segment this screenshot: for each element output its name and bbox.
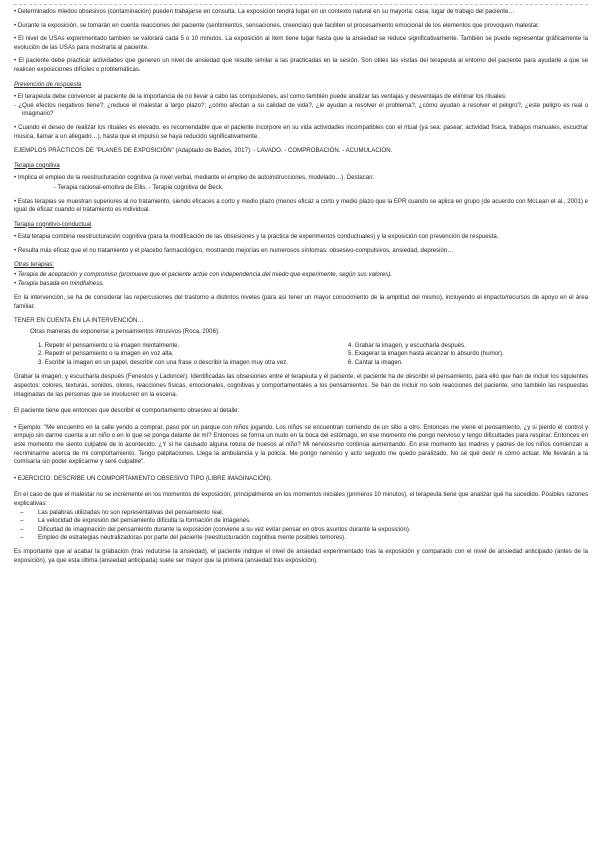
reasons-list: [14, 509, 588, 543]
section-heading-conductual: Terapia cognitivo-conductual: [14, 220, 92, 228]
exposure-methods-list: [14, 342, 588, 368]
list-item: – Empleo de estrategias neutralizadoras por parte del paciente (reestructuración cognitiva mente posibles temores).: [14, 534, 588, 543]
list-item: 2. Repetir el pensamiento o la imagen en voz alta.: [38, 350, 174, 358]
section-heading-cognitiva: Terapia cognitiva: [14, 161, 60, 169]
paragraph: • Estas terapias se muestran superiores al no tratamiento, siendo eficaces a corto y medio plazo (menos eficaz a corto y medio plazo que la EPR cuando se aplica en grupo (de acuerdo con McLean et al., 2001) e igual de eficaz cuando el tratamiento es individual.: [14, 197, 588, 214]
paragraph: • Durante la exposición, se tomarán en cuenta reacciones del paciente (sentimientos, sensaciones, creencias) que faciliten el procesamiento emocional de los elementos que provoquen malestar.: [14, 21, 540, 29]
list-item: 5. Exagerar la imagen hasta alcanzar lo absurdo (humor).: [348, 350, 504, 358]
otras-heading-colon: :: [52, 261, 54, 269]
tener-heading: TENER EN CUENTA EN LA INTERVENCIÓN…: [14, 317, 144, 325]
paragraph: • Resulta más eficaz que el no tratamiento y el placebo farmacológico, mostrando mejorías en numerosos síntomas: obsesivo-compulsivos, ansiedad, depresión…: [14, 246, 454, 254]
exercise-line: • EJERCICIO: DESCRIBE UN COMPORTAMIENTO OBSESIVO TIPO (LIBRE IMAGINACIÓN).: [14, 474, 272, 482]
top-divider: [14, 4, 588, 5]
sub-list-item: - ¿Qué efectos negativos tiene?; ¿reduce el malestar a largo plazo?; ¿cómo afectan a su calidad de vida?, ¿le ayudan a resolver el problema?, ¿cómo ayudan a resolver el peligro?, ¿este peligro es real o imaginario?: [14, 101, 588, 118]
list-item: 3. Escribir la imagen en un papel, describir con una frase o describir la imagen muy otra vez.: [38, 358, 288, 366]
otras-heading-text: Otras terapias: [14, 261, 53, 269]
paragraph: En la intervención, se ha de considerar las repercusiones del trastorno a distintos niveles (para así tener un mayor conocimiento de la amplitud del mismo), incluyendo el impacto/recursos de apoyo en el área familiar.: [14, 294, 588, 310]
list-item: • Terapia de aceptación y compromiso (promueve que el paciente actúe con independencia del miedo que experimente, según sus valores).: [14, 271, 392, 279]
list-item: – Las palabras utilizadas no son representativas del pensamiento real.: [14, 509, 588, 518]
list-item: 1. Repetir el pensamiento o la imagen mentalmente.: [38, 341, 180, 349]
list-item: 6. Cantar la imagen.: [348, 358, 403, 366]
paragraph: • Esta terapia combina reestructuración cognitiva (para la modificación de las obsesiones y la práctica de experimentos conductuales) y la exposición con prevención de respuesta.: [14, 233, 499, 241]
list-item: • Terapia basada en mindfulness.: [14, 279, 104, 287]
paragraph: Grabar la imagen, y escucharla después (Fenestos y Ladoncer). Identificadas las obsesiones entre el terapeuta y el paciente, el paciente ha de describir el pensamiento, para ello que han de incluir los siguientes aspectos: colores, texturas, sonidos, olores, reacciones físicas, emocionales, cognitivas y comportamentales a los pensamientos. Se han de incluir no solo reacciones del paciente, sino también las respuestas imaginadas de las personas que se involucren en la escena.: [14, 373, 588, 398]
paragraph: • El nivel de USAs experimentado también se valorará cada 5 o 10 minutos. La exposición al ítem tiene lugar hasta que la ansiedad se reduce significativamente. También se puede representar gráficamente la evolución de las USAs para mostrarla al paciente.: [14, 35, 588, 51]
paragraph: • Cuando el deseo de realizar los rituales es elevado, es recomendable que el paciente incorpore en su vida actividades incompatibles con el ritual (ya sea: pasear, actividad física, trabajos manuales, escuchar música, llamar a un allegado…), hasta que el impulso se haya reducido significativamente.: [14, 123, 588, 140]
tener-intro: Otras maneras de exponerse a pensamientos intrusivos (Roca, 2006):: [30, 328, 220, 336]
paragraph: En el caso de que el malestar no se incremente en los momentos de exposición, principalmente en los momentos iniciales (primeros 10 minutos), el terapeuta tiene que analizar qué ha sucedido. Posibles razones explicativas:: [14, 491, 588, 507]
methods-column-1: [38, 342, 328, 368]
terapias-line: - Terapia racional-emotiva de Ellis. - Terapia cognitiva de Beck.: [54, 183, 224, 191]
paragraph: El paciente tiene que entonces que describir el comportamiento obsesivo al detalle:: [14, 407, 240, 415]
example-paragraph: • Ejemplo: "Me encuentro en la calle yendo a comprar, paso por un parque con niños jugando. Los niños se encuentran corriendo de un sitio a otro. Entonces me viene el pensamiento, ¿y si pierdo el control y empujo sin darme cuenta a un niño o en lo que se ponga delante de mí? Entonces se forma un nudo en la boca del estómago, en ese momento me pongo nervioso y tengo dificultades para respirar. Entonces en este momento me siento culpable de lo acontecido. ¿Y si he causado alguna rotura de huesos al niño? Mi nerviosismo continúa aumentando. En ese momento las madres y padres de los niños comienzan a recriminarme acerca de mi comportamiento. Tengo palpitaciones. Llega la ambulancia y la policía. Me pongo nervioso y acto seguido me quedo paralizado. No sé qué decir ni cómo actuar. Me llevarán a la comisaría sin poder explicarme y seré culpable".: [14, 423, 588, 466]
section-heading-otras: [14, 261, 588, 270]
methods-column-2: [348, 342, 568, 368]
paragraph: • Implica el empleo de la reestructuración cognitiva (a nivel verbal, mediante el empleo de autoinstrucciones, modelado…). Destacan:: [14, 174, 375, 182]
section-heading-prevencion: Prevención de respuesta: [14, 80, 82, 88]
paragraph: • El terapeuta debe convencer al paciente de la importancia de no llevar a cabo las compulsiones, así como también puede analizar las ventajas y desventajas de eliminar los rituales:: [14, 93, 507, 101]
ejemplos-heading: EJEMPLOS PRÁCTICOS DE "PLANES DE EXPOSICIÓN" (Adaptado de Bados, 2017): - LAVADO. - COMPROBACIÓN. - ACUMULACIÓN.: [14, 147, 393, 155]
list-item: – Dificultad de imaginación del pensamiento durante la exposición (conviene a su vez evitar pensar en otros asuntos durante la exposición).: [14, 526, 588, 535]
paragraph: • Determinados miedos obsesivos (contaminación) pueden trabajarse en consulta. La exposición tendrá lugar en un contexto natural en su mayoría: casa, lugar de trabajo del paciente…: [14, 8, 515, 15]
list-item: 4. Grabar la imagen, y escucharla después.: [348, 341, 466, 349]
paragraph: Es importante que al acabar la grabación (tras reducirse la ansiedad), el paciente indique el nivel de ansiedad experimentado tras la exposición y comparado con el nivel de ansiedad anticipado (antes de la exposición), ya que esta última (ansiedad anticipada) suele ser mayor que la primera (ansiedad tras exposición).: [14, 547, 588, 564]
list-item: – La velocidad de expresión del pensamiento dificulta la formación de imágenes.: [14, 517, 588, 526]
paragraph: • El paciente debe practicar actividades que generen un nivel de ansiedad que resulte similar a las practicadas en la sesión. Son útiles las visitas del terapeuta al entorno del paciente para ayudarle a que se realicen exposiciones difíciles o problemáticas.: [14, 57, 588, 73]
